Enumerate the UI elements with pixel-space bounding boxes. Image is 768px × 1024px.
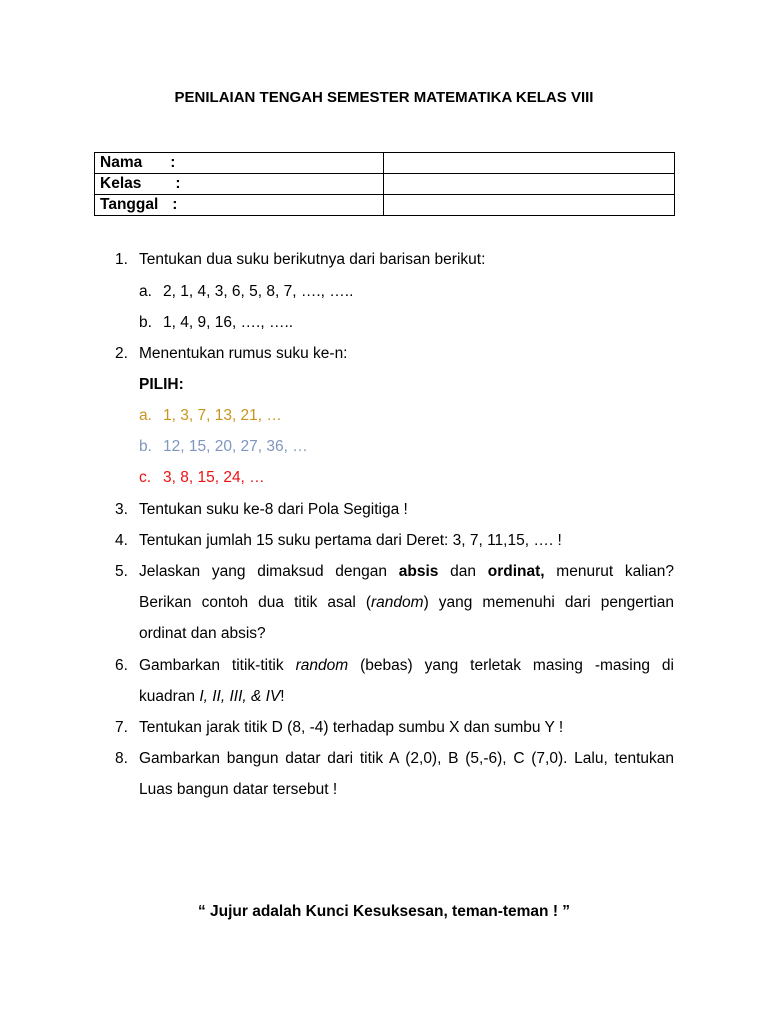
option-text: 1, 3, 7, 13, 21, … <box>163 407 282 424</box>
info-label-cell <box>95 153 384 174</box>
text-run: kuadran <box>139 688 200 705</box>
text-run: ) yang memenuhi dari pengertian <box>423 594 674 611</box>
info-row-kelas <box>95 174 675 195</box>
question-8 <box>0 743 768 774</box>
option-label: b. <box>139 438 152 455</box>
option-label: c. <box>139 469 152 486</box>
question-text: Tentukan jumlah 15 suku pertama dari Deret: 3, 7, 11,15, …. ! <box>139 532 562 549</box>
page-title: PENILAIAN TENGAH SEMESTER MATEMATIKA KELAS VIII <box>174 89 594 106</box>
question-number: 2. <box>115 345 128 362</box>
question-number: 8. <box>115 750 128 767</box>
question-text: Tentukan suku ke-8 dari Pola Segitiga ! <box>139 501 408 518</box>
option-text: 1, 4, 9, 16, …., ….. <box>163 314 294 331</box>
question-text: Menentukan rumus suku ke-n: <box>139 345 348 362</box>
term-random: random <box>295 657 349 674</box>
info-colon: : <box>170 154 176 171</box>
info-label-kelas: Kelas <box>100 175 142 192</box>
term-ordinat: ordinat, <box>487 563 545 580</box>
option-text: 2, 1, 4, 3, 6, 5, 8, 7, …., ….. <box>163 283 354 300</box>
option-label: a. <box>139 283 152 300</box>
question-number: 4. <box>115 532 128 549</box>
info-value-kelas[interactable] <box>384 174 675 195</box>
option-label: b. <box>139 314 152 331</box>
info-colon: : <box>172 196 178 213</box>
text-run: ! <box>280 688 285 705</box>
info-row-nama <box>95 153 675 174</box>
student-info-table <box>94 152 675 216</box>
term-quadrants: I, II, III, & IV <box>199 688 281 705</box>
text-run: Berikan contoh dua titik asal ( <box>139 594 372 611</box>
info-label-cell <box>95 174 384 195</box>
term-absis: absis <box>398 563 439 580</box>
option-label: a. <box>139 407 152 424</box>
question-number: 6. <box>115 657 128 674</box>
question-text: Tentukan dua suku berikutnya dari barisan berikut: <box>139 251 486 268</box>
option-text: 3, 8, 15, 24, … <box>163 469 265 486</box>
question-number: 3. <box>115 501 128 518</box>
info-row-tanggal <box>95 195 675 216</box>
info-label-nama: Nama <box>100 154 143 171</box>
option-text: 12, 15, 20, 27, 36, … <box>163 438 308 455</box>
question-5-line-2 <box>0 587 768 618</box>
info-value-nama[interactable] <box>384 153 675 174</box>
info-label-cell <box>95 195 384 216</box>
motivational-quote: “ Jujur adalah Kunci Kesuksesan, teman-teman ! ” <box>197 903 571 920</box>
question-text-line-3: ordinat dan absis? <box>139 625 266 642</box>
question-6 <box>0 650 768 681</box>
info-value-tanggal[interactable] <box>384 195 675 216</box>
text-run: (bebas) yang terletak masing -masing di <box>348 657 674 674</box>
question-text-line-2 <box>139 587 674 618</box>
question-number: 1. <box>115 251 128 268</box>
question-text: Tentukan jarak titik D (8, -4) terhadap sumbu X dan sumbu Y ! <box>139 719 564 736</box>
info-colon: : <box>175 175 181 192</box>
info-label-tanggal: Tanggal <box>100 196 159 213</box>
term-random: random <box>371 594 424 611</box>
question-text-line-1: Gambarkan bangun datar dari titik A (2,0), B (5,-6), C (7,0). Lalu, tentukan <box>139 750 674 767</box>
question-text-line-1 <box>139 650 674 681</box>
pilih-label: PILIH: <box>139 376 184 393</box>
text-run: dan <box>438 563 488 580</box>
question-text-line-2 <box>139 681 285 712</box>
question-number: 5. <box>115 563 128 580</box>
text-run: menurut kalian? <box>544 563 675 580</box>
text-run: Gambarkan titik-titik <box>139 657 296 674</box>
question-number: 7. <box>115 719 128 736</box>
question-5 <box>0 556 768 587</box>
question-text-line-2: Luas bangun datar tersebut ! <box>139 781 338 798</box>
question-text-line-1 <box>139 556 674 587</box>
text-run: Jelaskan yang dimaksud dengan <box>139 563 399 580</box>
